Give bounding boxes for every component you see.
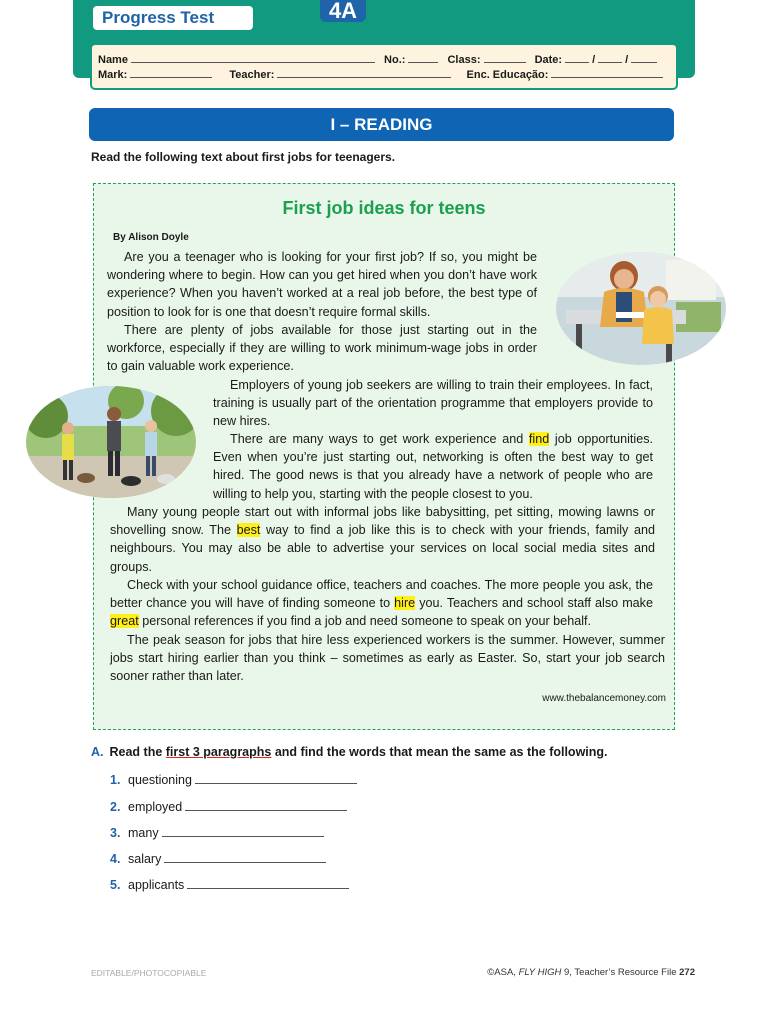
item-number: 4. bbox=[110, 852, 121, 866]
teacher-field[interactable] bbox=[277, 67, 451, 78]
test-badge: 4A bbox=[320, 0, 366, 22]
paragraph-6 bbox=[110, 576, 653, 631]
exercise-item bbox=[110, 850, 326, 866]
date-label: Date: bbox=[534, 54, 563, 66]
footer-copyright bbox=[487, 967, 695, 978]
footer-text: 9, Teacher’s Resource File bbox=[561, 967, 680, 978]
section-title: I – READING bbox=[89, 108, 674, 141]
info-row-1 bbox=[98, 52, 663, 66]
paragraph-7: The peak season for jobs that hire less experienced workers is the summer. However, summer jobs start hiring earlier than you think – sometimes as early as Easter. So, start your job search sooner rather than later. bbox=[110, 633, 665, 684]
mark-label: Mark: bbox=[98, 69, 128, 81]
paragraph-4 bbox=[213, 430, 653, 503]
class-field[interactable] bbox=[484, 52, 526, 63]
article-title: First job ideas for teens bbox=[282, 198, 486, 218]
info-row-2 bbox=[98, 67, 669, 81]
guardian-label: Enc. Educação: bbox=[466, 69, 549, 81]
paragraph-4-text: job opportunities. Even when you’re just starting out, networking is often the best way to get hired. The good news is that you already have a network of people who are willing to help you, starting with the people closest to you. bbox=[213, 432, 653, 501]
reading-instruction: Read the following text about first jobs for teenagers. bbox=[91, 150, 396, 164]
number-label: No.: bbox=[384, 54, 406, 66]
exercise-text: and find the words that mean the same as the following. bbox=[271, 745, 608, 759]
article-byline: By Alison Doyle bbox=[113, 232, 189, 243]
item-word: salary bbox=[128, 852, 162, 866]
answer-line[interactable] bbox=[164, 850, 326, 863]
item-word: many bbox=[128, 826, 159, 840]
guardian-field[interactable] bbox=[551, 67, 663, 78]
footer-editable-note: EDITABLE/PHOTOCOPIABLE bbox=[91, 968, 207, 978]
answer-line[interactable] bbox=[162, 824, 324, 837]
date-separator: / bbox=[625, 54, 629, 66]
footer-book-title: FLY HIGH bbox=[518, 967, 562, 978]
highlight-best: best bbox=[236, 523, 261, 538]
exercise-text: Read the bbox=[109, 745, 166, 759]
paragraph-1: Are you a teenager who is looking for your first job? If so, you might be wondering where to begin. How can you get hired when you don’t have work experience? When you haven’t worked at a real job before, the best type of position to look for is one that doesn’t require formal skills. bbox=[107, 250, 537, 319]
paragraph-2: There are plenty of jobs available for those just starting out in the workforce, especially if they are willing to work minimum-wage jobs in order to gain valuable work experience. bbox=[107, 323, 537, 374]
answer-line[interactable] bbox=[185, 798, 347, 811]
date-day-field[interactable] bbox=[565, 52, 589, 63]
exercise-letter: A. bbox=[91, 745, 104, 759]
item-word: questioning bbox=[128, 773, 192, 787]
highlight-great: great bbox=[110, 614, 139, 629]
paragraph-6-text: personal references if you find a job and need someone to speak on your behalf. bbox=[138, 614, 591, 629]
page-number: 272 bbox=[679, 967, 695, 978]
teacher-label: Teacher: bbox=[229, 69, 275, 81]
photo-tutoring bbox=[556, 252, 726, 365]
paragraph-4-text: There are many ways to get work experience and bbox=[230, 432, 529, 446]
exercise-item bbox=[110, 876, 349, 892]
exercise-underlined-text: first 3 paragraphs bbox=[165, 745, 272, 759]
paragraph-6-text: you. Teachers and school staff also make bbox=[415, 596, 653, 611]
number-field[interactable] bbox=[408, 52, 438, 63]
exercise-item bbox=[110, 771, 357, 787]
name-label: Name bbox=[98, 54, 128, 66]
photo-dog-walkers bbox=[26, 386, 196, 498]
footer-text: ©ASA, bbox=[487, 967, 519, 978]
article-source: www.thebalancemoney.com bbox=[542, 693, 666, 704]
paragraph-5-text: Many young people start out with informal jobs like babysitting, pet sitting, mowing lawns or shovelling snow. The bbox=[110, 505, 655, 538]
paragraph-5-text: way to find a job like this is to check with your friends, family and neighbours. You may also be able to advertise your services on local social media sites and groups. bbox=[110, 523, 655, 574]
item-number: 3. bbox=[110, 826, 121, 840]
mark-field[interactable] bbox=[130, 67, 212, 78]
answer-line[interactable] bbox=[195, 771, 357, 784]
paragraph-5 bbox=[110, 503, 655, 576]
progress-test-title: Progress Test bbox=[102, 8, 215, 27]
date-separator: / bbox=[592, 54, 596, 66]
exercise-item bbox=[110, 798, 347, 814]
progress-test-label bbox=[93, 0, 358, 30]
item-number: 2. bbox=[110, 800, 121, 814]
student-info-box bbox=[90, 43, 678, 90]
exercise-a-instruction bbox=[91, 745, 608, 759]
item-number: 5. bbox=[110, 878, 121, 892]
exercise-item bbox=[110, 824, 324, 840]
name-field[interactable] bbox=[131, 52, 375, 63]
answer-line[interactable] bbox=[187, 876, 349, 889]
paragraph-3: Employers of young job seekers are willing to train their employees. In fact, training is usually part of the orientation programme that employers provide to new hires. bbox=[213, 378, 653, 429]
class-label: Class: bbox=[447, 54, 481, 66]
item-number: 1. bbox=[110, 773, 121, 787]
paragraph-6-text: Check with your school guidance office, teachers and coaches. The more people you ask, the better chance you will have of finding someone to bbox=[110, 578, 653, 611]
item-word: applicants bbox=[128, 878, 185, 892]
date-year-field[interactable] bbox=[631, 52, 657, 63]
highlight-find: find bbox=[528, 432, 550, 446]
date-month-field[interactable] bbox=[598, 52, 622, 63]
highlight-hire: hire bbox=[394, 596, 416, 611]
item-word: employed bbox=[128, 800, 183, 814]
